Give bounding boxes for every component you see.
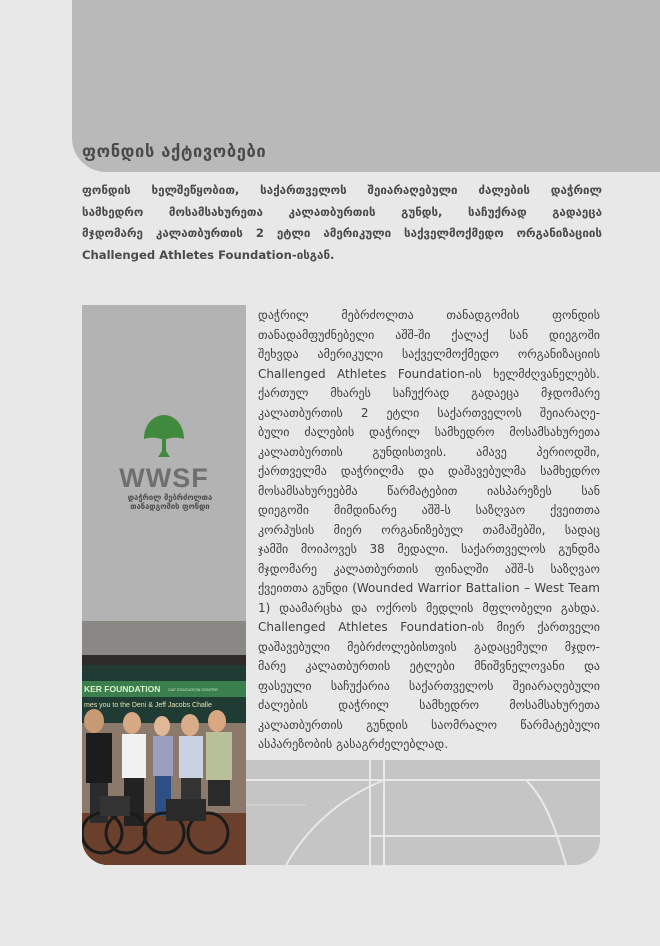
body-line: დიეგოში მიმდინარე აშშ-ს საზღვაო ქვეითთა <box>258 503 600 517</box>
court-graphic <box>246 760 600 865</box>
group-photo <box>82 621 246 865</box>
article-body <box>258 306 600 755</box>
body-line: კალათბურთის 2 ეტლი საქართველოს შეიარაღე- <box>258 405 600 420</box>
body-line: ქართველმა დაჭრილმა და დაშავებულმა სამხედრო <box>258 464 600 478</box>
logo-subtitle <box>120 493 220 511</box>
body-line: მარე კალათბურთის ეტლები მნიშვნელოვანი და <box>258 659 600 673</box>
body-line: კორპუსის მიერ ორგანიზებულ თამაშებში, სადაც <box>258 522 600 537</box>
body-line: მოსამსახურეებმა წარმატებით იასპარეზეს სან <box>258 483 600 498</box>
body-line: ძალების დაჭრილ სამხედრო მოსამსახურეთა <box>258 698 600 712</box>
intro-line: მჯდომარე კალათბურთის 2 ეტლი ამერიკული საქველმოქმედო ორგანიზაციის <box>82 226 602 240</box>
logo-panel <box>82 305 246 621</box>
intro-line: Challenged Athletes Foundation-ისგან. <box>82 247 335 262</box>
intro-line: ფონდის ხელშეწყობით, საქართველოს შეიარაღებული ძალების დაჭრილ <box>82 183 602 197</box>
intro-paragraph <box>82 180 602 266</box>
body-line: Challenged Athletes Foundation-ის ხელმძღვანელებს. <box>258 366 600 381</box>
body-line: ასპარეზობის გასაგრძელებლად. <box>258 737 449 751</box>
body-line: ქართულ მხარეს საჩუქრად გადაეცა მჯდომარე <box>258 386 600 400</box>
body-line: მჯდომარე კალათბურთის ფინალში აშშ-ს საზღვაო <box>258 561 600 576</box>
section-title: ფონდის აქტივობები <box>82 142 267 161</box>
body-line: ჯამში მოიპოვეს 38 მედალი. საქართველოს გუნდმა <box>258 542 600 556</box>
body-line: დაჭრილ მებრძოლთა თანადგომის ფონდის <box>258 308 600 322</box>
photo-illustration <box>82 621 246 865</box>
photo-sign-text: KER FOUNDATION <box>84 684 161 694</box>
body-line: კალათბურთის გუნდის საომრალო წარმატებული <box>258 717 600 732</box>
body-line: 1) დაამარცხა და ოქროს მედლის მფლობელი გახდა. <box>258 600 600 615</box>
logo-wordmark: WWSF <box>119 463 209 493</box>
intro-line: სამხედრო მოსამსახურეთა კალათბურთის გუნდს, საჩუქრად გადაეცა <box>82 204 602 219</box>
court-lines <box>246 760 600 865</box>
body-line: კალათბურთის გუნდისთვის. ამავე პერიოდში, <box>258 444 600 459</box>
body-line: ბული ძალების დაჭრილ სამხედრო მოსამსახურეთა <box>258 425 600 439</box>
body-line: Challenged Athletes Foundation-ის მიერ ქართველი <box>258 620 600 634</box>
logo-subtitle-line: თანადგომის ფონდი <box>130 502 210 511</box>
logo-subtitle-line: დაჭრილ მებრძოლთა <box>127 493 213 502</box>
body-line: ქვეითთა გუნდი (Wounded Warrior Battalion – West Team <box>258 581 600 595</box>
body-line: თანადამფუძნებელი აშშ-ში ქალაქ სან დიეგოში <box>258 327 600 342</box>
wwsf-tree-logo-icon <box>140 413 188 461</box>
body-line: ფასეული საჩუქარია საქართველოს შეიარაღებული <box>258 678 600 693</box>
body-line: შეხვდა ამერიკული საქველმოქმედო ორგანიზაციის <box>258 347 600 361</box>
photo-sign-subtext: CAF EDUCATION CENTER <box>168 687 218 692</box>
body-line: დაშავებული მებრძოლებისთვის გადაცემული მჯდო- <box>258 639 600 654</box>
photo-sign-text: mes you to the Deni & Jeff Jacobs Challe <box>84 702 212 709</box>
